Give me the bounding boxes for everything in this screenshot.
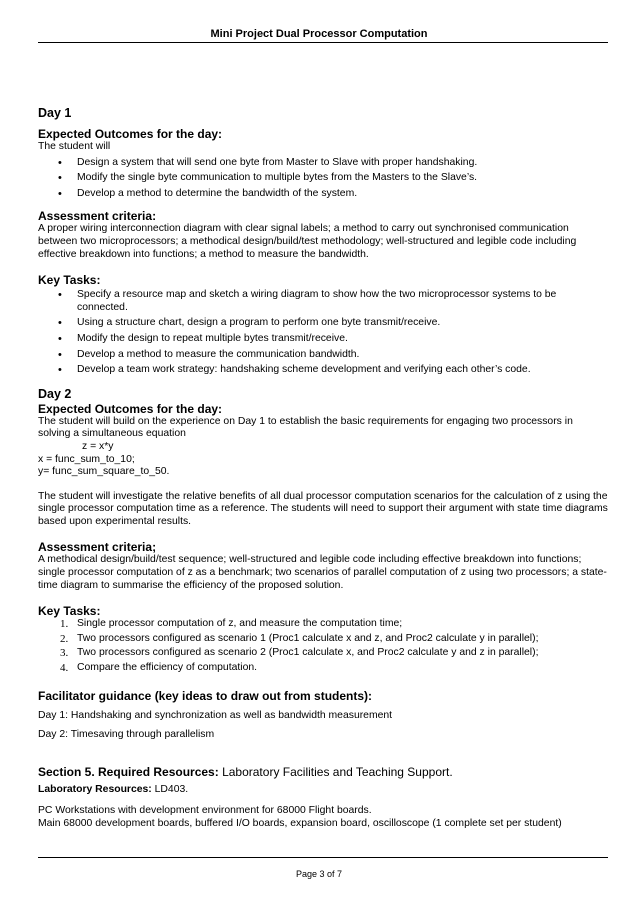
day2-heading: Day 2 (38, 386, 72, 401)
list-text: Two processors configured as scenario 1 (Proc1 calculate x and z, and Proc2 calculate y in parallel); (77, 632, 539, 644)
list-number: 2. (60, 632, 69, 645)
section5-text: Laboratory Facilities and Teaching Support. (218, 764, 453, 779)
list-text: Two processors configured as scenario 2 (Proc1 calculate x, and Proc2 calculate y and z in parallel); (77, 647, 539, 659)
list-item: • Using a structure chart, design a program to perform one byte transmit/receive. (38, 317, 608, 330)
list-text: Compare the efficiency of computation. (77, 662, 258, 674)
day1-tasks-heading: Key Tasks: (38, 273, 101, 288)
day2-investigate: The student will investigate the relative benefits of all dual processor computation scenarios for the calculation of z using the single processor computation time as a reference. The students will need to support their argument with state time diagrams based upon experimental results. (38, 490, 608, 527)
list-text: Single processor computation of z, and measure the computation time; (77, 618, 403, 630)
list-item: • Develop a method to measure the communication bandwidth. (38, 349, 608, 362)
resources-line-1: PC Workstations with development environment for 68000 Flight boards. (38, 805, 372, 816)
footer-divider (38, 857, 608, 858)
facilitator-day2: Day 2: Timesaving through parallelism (38, 729, 215, 741)
day2-x-def: x = func_sum_to_10; (38, 453, 135, 465)
day1-heading: Day 1 (38, 106, 72, 120)
page-number: Page 3 of 7 (295, 869, 343, 879)
list-number: 4. (60, 662, 69, 675)
day2-intro: The student will build on the experience on Day 1 to establish the basic requirements for engaging two processors in solving a simultaneous equation (38, 415, 573, 440)
lab-resources (38, 784, 608, 797)
facilitator-heading: Facilitator guidance (key ideas to draw out from students): (38, 688, 373, 703)
page-header-title: Mini Project Dual Processor Computation (210, 28, 428, 40)
day2-equation: z = x*y (82, 440, 114, 452)
day2-outcomes-heading: Expected Outcomes for the day: (38, 401, 223, 416)
day1-outcomes-heading: Expected Outcomes for the day: (38, 127, 223, 141)
list-item: • Design a system that will send one byte from Master to Slave with proper handshaking. (38, 157, 608, 170)
list-item: • Modify the single byte communication to multiple bytes from the Masters to the Slave’s. (38, 172, 608, 185)
list-item (38, 647, 608, 660)
facilitator-day1: Day 1: Handshaking and synchronization as well as bandwidth measurement (38, 709, 393, 721)
list-item (38, 618, 608, 631)
document-body (38, 106, 608, 830)
section5-title (38, 766, 608, 779)
day1-tasks-list (38, 289, 608, 377)
list-item: • Develop a method to determine the bandwidth of the system. (38, 188, 608, 201)
list-item (38, 633, 608, 646)
day1-outcomes-intro: The student will (38, 141, 111, 152)
day2-tasks-list (38, 618, 608, 674)
list-item: • Develop a team work strategy: handshaking scheme development and verifying each other’s code. (38, 364, 608, 377)
day1-assessment-text: A proper wiring interconnection diagram with clear signal labels; a method to carry out synchronised communication between two microprocessors; a methodical design/build/test methodology; well-structured and legible code including effective breakdown into functions; a method to measure the bandwidth. (38, 223, 577, 260)
day2-assessment-heading: Assessment criteria; (38, 540, 157, 555)
header-divider (38, 42, 608, 43)
list-item: • Specify a resource map and sketch a wiring diagram to show how the two microprocessor systems to be connected. (38, 289, 608, 314)
section5-label: Section 5. Required Resources: (38, 764, 219, 779)
list-number: 1. (60, 618, 69, 631)
day1-outcomes-list (38, 157, 608, 201)
list-item: • Modify the design to repeat multiple bytes transmit/receive. (38, 333, 608, 346)
day2-assessment-text: A methodical design/build/test sequence; well-structured and legible code including effective breakdown into functions; single processor computation of z as a benchmark; two scenarios of parallel computation of z using two processors; a state-time diagram to summarise the efficiency of the proposed solution. (38, 554, 607, 591)
list-number: 3. (60, 647, 69, 660)
day1-assessment-heading: Assessment criteria: (38, 209, 157, 224)
resources-line-2: Main 68000 development boards, buffered I/O boards, expansion board, oscilloscope (1 complete set per student) (38, 817, 562, 829)
day2-y-def: y= func_sum_square_to_50. (38, 466, 170, 478)
lab-resources-label: Laboratory Resources: (38, 784, 152, 796)
day2-tasks-heading: Key Tasks: (38, 604, 101, 619)
lab-resources-text: LD403. (151, 784, 189, 796)
list-item (38, 662, 608, 675)
